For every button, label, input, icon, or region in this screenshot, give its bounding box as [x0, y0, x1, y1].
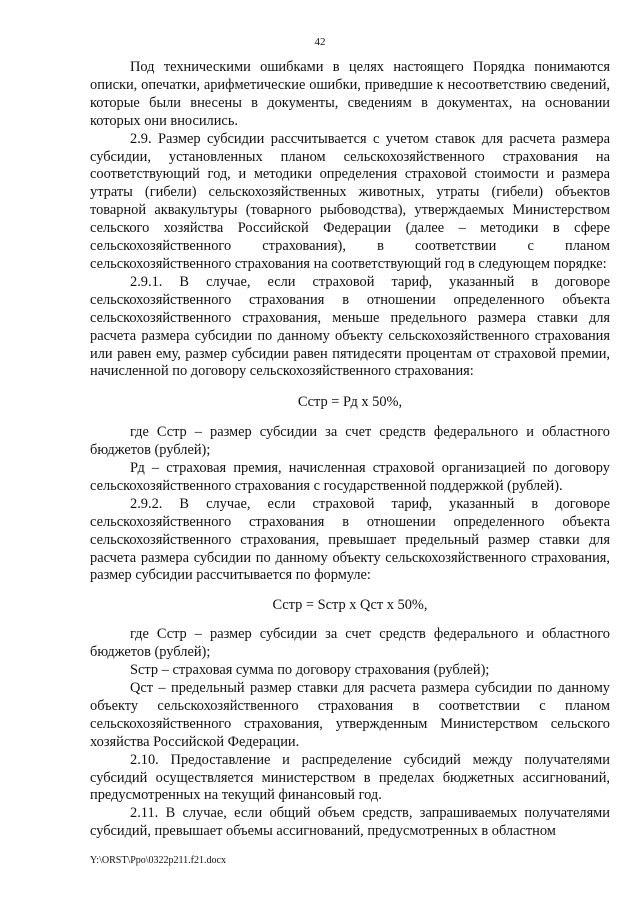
paragraph-2-9-2: 2.9.2. В случае, если страховой тариф, указанный в договоре сельскохозяйственного страхования в отношении определенного объекта сельскохозяйственного страхования, превышает предельный размер ставки для расчета размера субсидии по данному объекту сельскохозяйственного страхования, размер субсидии рассчитывается по формуле: — [90, 495, 610, 584]
paragraph-2-9-1: 2.9.1. В случае, если страховой тариф, указанный в договоре сельскохозяйственного страхования в отношении определенного объекта сельскохозяйственного страхования, меньше предельного размера ставки для расчета размера субсидии по данному объекту сельскохозяйственного страхования или равен ему, размер субсидии равен пятидесяти процентам от страховой премии, начисленной по договору сельскохозяйственного страхования: — [90, 273, 610, 380]
paragraph-q-rate: Qст – предельный размер ставки для расчета размера субсидии по данному объекту сельскохозяйственного страхования в соответствии с планом сельскохозяйственного страхования, утвержденным Министерством сельского хозяйства Российской Федерации. — [90, 680, 610, 750]
paragraph-2-11: 2.11. В случае, если общий объем средств, запрашиваемых получателями субсидий, превышает объемы ассигнований, предусмотренных в областном — [90, 805, 610, 840]
paragraph-where-sstr-1: где Сстр – размер субсидии за счет средств федерального и областного бюджетов (рублей); — [90, 424, 610, 459]
paragraph-where-sstr-2: где Сстр – размер субсидии за счет средств федерального и областного бюджетов (рублей); — [90, 626, 610, 661]
paragraph-rd: Рд – страховая премия, начисленная страховой организацией по договору сельскохозяйственного страхования с государственной поддержкой (рублей). — [90, 460, 610, 494]
paragraph-2-9: 2.9. Размер субсидии рассчитывается с учетом ставок для расчета размера субсидии, установленных планом сельскохозяйственного страхования на соответствующий год, и методики определения страховой стоимости и размера утраты (гибели) сельскохозяйственных животных, утраты (гибели) объектов товарной аквакультуры (товарного рыбоводства), утверждаемых Министерством сельского хозяйства Российской Федерации (далее – методики в сфере сельскохозяйственного страхования), в соответствии с планом сельскохозяйственного страхования на соответствующий год в следующем порядке: — [90, 130, 610, 272]
paragraph-s-insured: Sстр – страховая сумма по договору страхования (рублей); — [130, 662, 490, 679]
footer-file-path: Y:\ORST\Ppo\0322p211.f21.docx — [90, 855, 226, 866]
document-body — [90, 59, 610, 841]
paragraph-2-10: 2.10. Предоставление и распределение субсидий между получателями субсидий осуществляется министерством в пределах бюджетных ассигнований, предусмотренных на текущий финансовый год. — [90, 751, 610, 804]
paragraph-technical-errors: Под техническими ошибками в целях настоящего Порядка понимаются описки, опечатки, арифметические ошибки, приведшие к несоответствию сведений, которые были внесены в документы, сведениям в документах, на основании которых они вносились. — [90, 59, 610, 129]
page-number: 42 — [314, 36, 326, 48]
formula-1: Сстр = Рд х 50%, — [297, 394, 403, 411]
formula-2: Сстр = Sстр х Qст х 50%, — [272, 597, 428, 614]
